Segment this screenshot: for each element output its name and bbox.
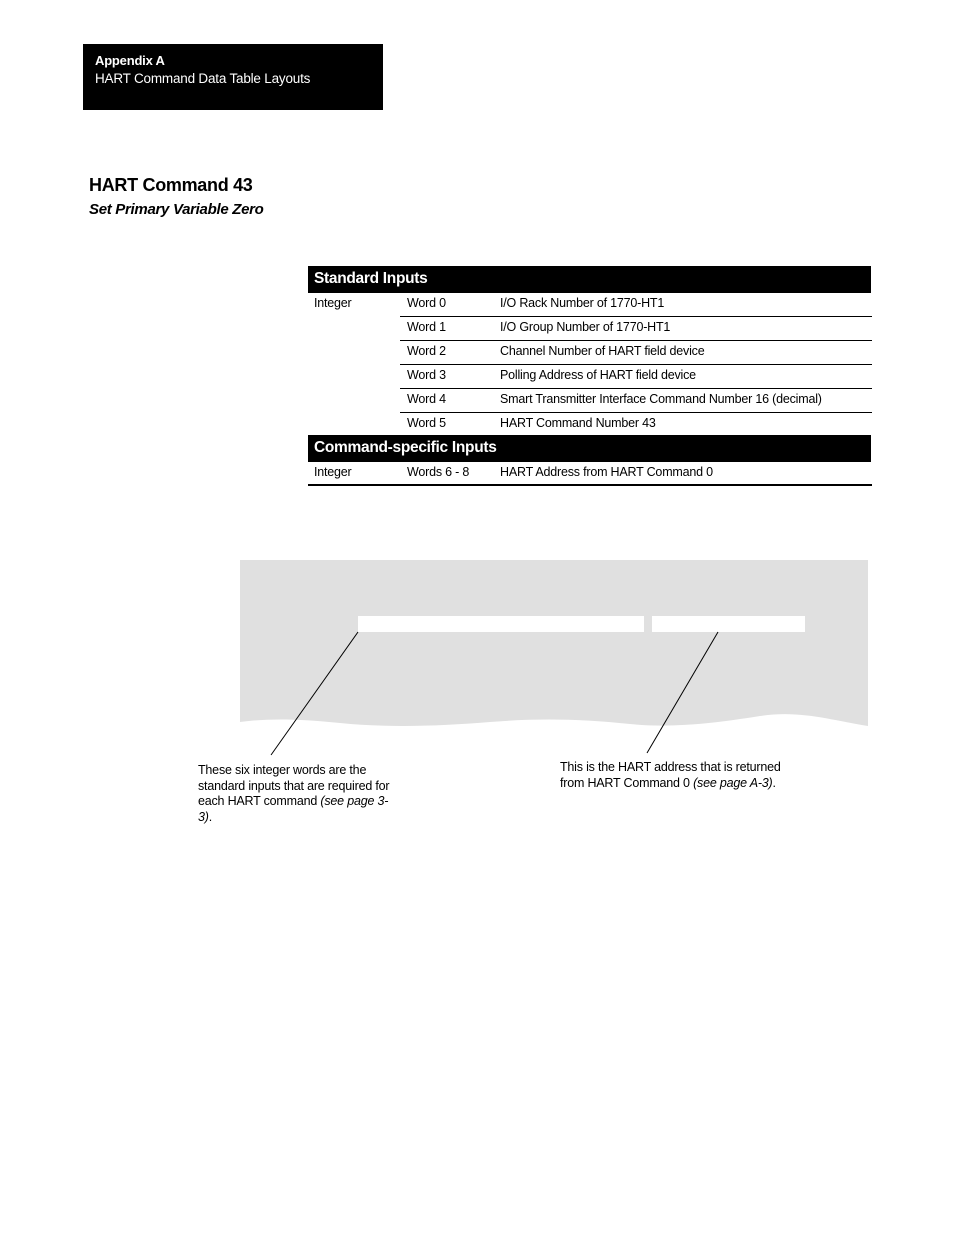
row-type: Integer xyxy=(314,465,352,479)
hart-address-callout xyxy=(560,760,785,791)
standard-inputs-callout xyxy=(198,763,398,825)
row-word: Word 5 xyxy=(407,416,446,430)
left-leader-line xyxy=(271,632,358,755)
row-description: Channel Number of HART field device xyxy=(500,344,705,358)
appendix-label: Appendix A xyxy=(95,53,165,68)
page-title: HART Command 43 xyxy=(89,175,253,195)
standard-inputs-heading: Standard Inputs xyxy=(308,266,871,293)
callout-text: These six integer words are the standard inputs that are required for each HART command xyxy=(198,763,390,808)
callout-end: . xyxy=(772,775,776,790)
callout-page-reference: (see page A-3) xyxy=(693,775,773,790)
row-type: Integer xyxy=(314,296,352,310)
callout-text: This is the HART address that is returned from HART Command 0 xyxy=(560,760,781,790)
row-word: Words 6 - 8 xyxy=(407,465,470,479)
appendix-subtitle: HART Command Data Table Layouts xyxy=(95,71,311,86)
row-description: I/O Rack Number of 1770-HT1 xyxy=(500,296,665,310)
row-description: Smart Transmitter Interface Command Number 16 (decimal) xyxy=(500,392,822,406)
row-description: HART Command Number 43 xyxy=(500,416,656,430)
row-word: Word 2 xyxy=(407,344,446,358)
row-description: HART Address from HART Command 0 xyxy=(500,465,713,479)
row-word: Word 3 xyxy=(407,368,446,382)
callout-page-reference: (see page 3-3) xyxy=(198,794,389,824)
row-word: Word 0 xyxy=(407,296,446,310)
row-word: Word 1 xyxy=(407,320,446,334)
row-description: Polling Address of HART field device xyxy=(500,368,696,382)
right-leader-line xyxy=(647,632,718,753)
command-specific-inputs-heading: Command-specific Inputs xyxy=(308,435,871,462)
page-subtitle: Set Primary Variable Zero xyxy=(89,201,264,218)
row-description: I/O Group Number of 1770-HT1 xyxy=(500,320,671,334)
row-word: Word 4 xyxy=(407,392,446,406)
callout-end: . xyxy=(208,809,212,824)
